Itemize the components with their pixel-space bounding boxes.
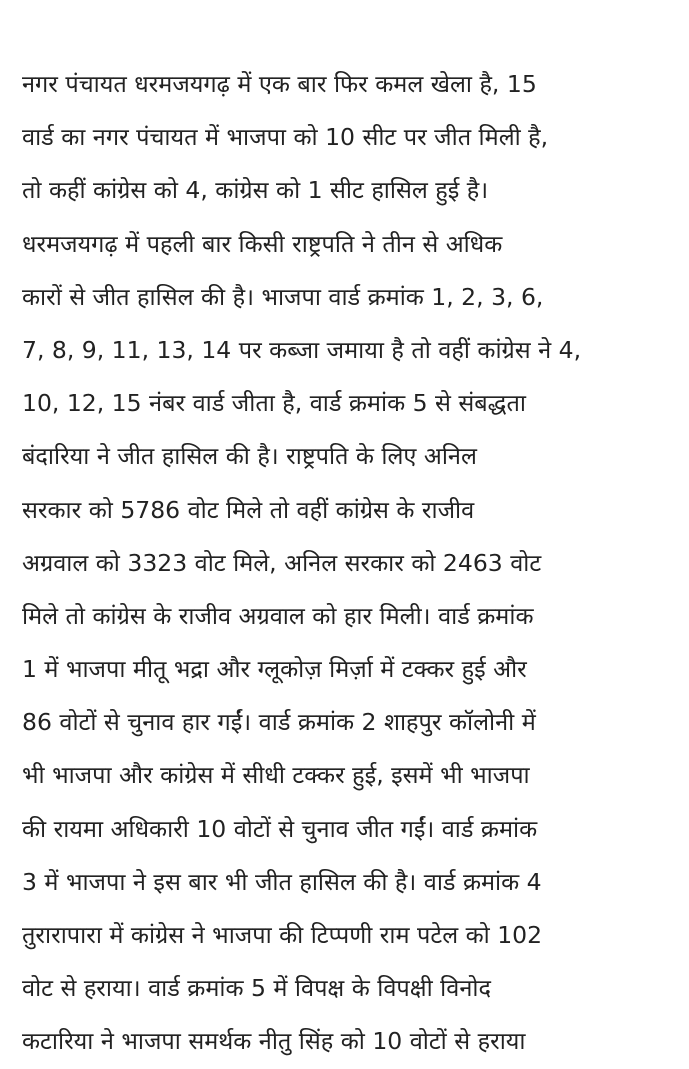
article-line-7: 10, 12, 15 नंबर वार्ड जीता है, वार्ड क्रमांक 5 से संबद्धता (22, 389, 526, 418)
article-line-11: मिले तो कांग्रेस के राजीव अग्रवाल को हार मिली। वार्ड क्रमांक (22, 601, 534, 630)
article-line-13: 86 वोटों से चुनाव हार गईं। वार्ड क्रमांक 2 शाहपुर कॉलोनी में (22, 708, 536, 737)
article-line-8: बंदारिया ने जीत हासिल की है। राष्ट्रपति के लिए अनिल (22, 442, 477, 471)
article-line-10: अग्रवाल को 3323 वोट मिले, अनिल सरकार को 2463 वोट (22, 548, 542, 577)
article-line-1: नगर पंचायत धरमजयगढ़ में एक बार फिर कमल खेला है, 15 (22, 70, 537, 98)
article-line-15: की रायमा अधिकारी 10 वोटों से चुनाव जीत गईं। वार्ड क्रमांक (22, 814, 538, 843)
article-line-16: 3 में भाजपा ने इस बार भी जीत हासिल की है। वार्ड क्रमांक 4 (22, 867, 542, 896)
article-line-14: भी भाजपा और कांग्रेस में सीधी टक्कर हुई, इसमें भी भाजपा (22, 761, 530, 790)
article-line-5: कारों से जीत हासिल की है। भाजपा वार्ड क्रमांक 1, 2, 3, 6, (22, 282, 544, 311)
article-body (22, 58, 672, 1069)
article-line-17: तुरारापारा में कांग्रेस ने भाजपा की टिप्पणी राम पटेल को 102 (22, 921, 543, 949)
article-line-18: वोट से हराया। वार्ड क्रमांक 5 में विपक्ष के विपक्षी विनोद (22, 974, 491, 1003)
article-line-3: तो कहीं कांग्रेस को 4, कांग्रेस को 1 सीट हासिल हुई है। (22, 176, 489, 205)
article-line-19: कटारिया ने भाजपा समर्थक नीतु सिंह को 10 वोटों से हराया (22, 1027, 526, 1056)
article-line-6: 7, 8, 9, 11, 13, 14 पर कब्जा जमाया है तो वहीं कांग्रेस ने 4, (22, 335, 582, 364)
article-line-4: धरमजयगढ़ में पहली बार किसी राष्ट्रपति ने तीन से अधिक (22, 229, 503, 258)
article-line-9: सरकार को 5786 वोट मिले तो वहीं कांग्रेस के राजीव (22, 495, 475, 524)
article-line-2: वार्ड का नगर पंचायत में भाजपा को 10 सीट पर जीत मिली है, (22, 123, 549, 152)
article-line-12: 1 में भाजपा मीतू भद्रा और ग्लूकोज़ मिर्ज़ा में टक्कर हुई और (22, 655, 527, 684)
